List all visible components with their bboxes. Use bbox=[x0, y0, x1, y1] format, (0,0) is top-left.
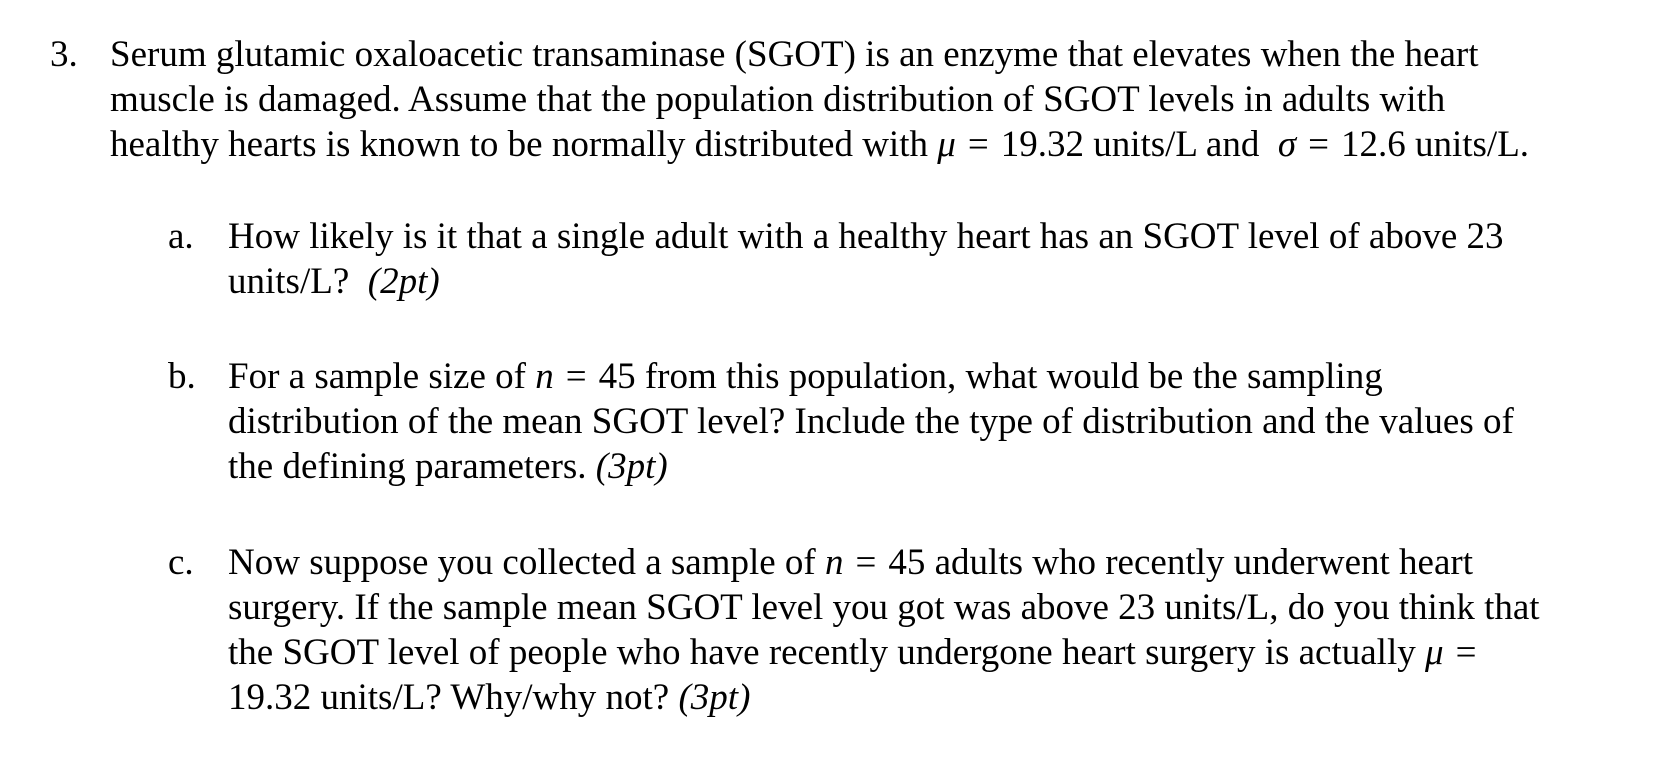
part-b-points: (3pt) bbox=[595, 446, 668, 487]
equals-sign: = bbox=[1308, 124, 1329, 165]
sigma-symbol: σ bbox=[1277, 124, 1297, 165]
part-a-text bbox=[228, 214, 1658, 304]
n-symbol: n bbox=[825, 542, 844, 583]
part-c-line-1-text: Now suppose you collected a sample of bbox=[228, 542, 816, 583]
part-c-line-1 bbox=[228, 540, 1658, 585]
part-b-line-2: distribution of the mean SGOT level? Include the type of distribution and the values of bbox=[228, 401, 1514, 442]
question-stem bbox=[110, 32, 1660, 167]
stem-line-1: Serum glutamic oxaloacetic transaminase (SGOT) is an enzyme that elevates when the heart bbox=[110, 34, 1479, 75]
stem-line-2: muscle is damaged. Assume that the population distribution of SGOT levels in adults with bbox=[110, 79, 1446, 120]
part-b-line-1-text: For a sample size of bbox=[228, 356, 526, 397]
part-a-line-1: How likely is it that a single adult with a healthy heart has an SGOT level of above 23 bbox=[228, 216, 1504, 257]
part-c-line-2: surgery. If the sample mean SGOT level you got was above 23 units/L, do you think that bbox=[228, 587, 1540, 628]
part-a-line-2 bbox=[228, 259, 1658, 304]
part-c-line-4 bbox=[228, 675, 1658, 720]
equals-sign: = bbox=[1455, 632, 1477, 673]
mu-value: 19.32 units/L and bbox=[1000, 124, 1260, 165]
part-c bbox=[168, 540, 1658, 720]
question-3 bbox=[50, 32, 1660, 167]
part-b bbox=[168, 354, 1658, 489]
part-b-line-3-text: the defining parameters. bbox=[228, 446, 587, 487]
part-b-line-1 bbox=[228, 354, 1658, 399]
part-c-line-3 bbox=[228, 630, 1658, 675]
sigma-value: 12.6 units/L. bbox=[1340, 124, 1530, 165]
part-a bbox=[168, 214, 1658, 304]
part-c-line-3-text: the SGOT level of people who have recently undergone heart surgery is actually bbox=[228, 632, 1416, 673]
part-c-text bbox=[228, 540, 1658, 720]
mu-symbol: μ bbox=[937, 124, 956, 165]
equals-sign: = bbox=[565, 356, 587, 397]
part-c-n-value: 45 adults who recently underwent heart bbox=[888, 542, 1473, 583]
mu-symbol: μ bbox=[1425, 632, 1444, 673]
n-symbol: n bbox=[535, 356, 554, 397]
part-b-line-3 bbox=[228, 444, 1658, 489]
stem-line-3-text: healthy hearts is known to be normally distributed with bbox=[110, 124, 928, 165]
stem-line-3 bbox=[110, 122, 1660, 167]
question-number: 3. bbox=[50, 34, 78, 75]
equals-sign: = bbox=[855, 542, 877, 583]
part-c-points: (3pt) bbox=[678, 677, 751, 718]
part-a-line-2-text: units/L? bbox=[228, 261, 350, 302]
part-b-n-value: 45 from this population, what would be the sampling bbox=[598, 356, 1383, 397]
equals-sign: = bbox=[967, 124, 989, 165]
part-c-line-4-text: 19.32 units/L? Why/why not? bbox=[228, 677, 670, 718]
part-a-letter: a. bbox=[168, 216, 194, 257]
part-b-letter: b. bbox=[168, 356, 196, 397]
part-b-text bbox=[228, 354, 1658, 489]
part-c-letter: c. bbox=[168, 542, 194, 583]
part-a-points: (2pt) bbox=[367, 261, 440, 302]
